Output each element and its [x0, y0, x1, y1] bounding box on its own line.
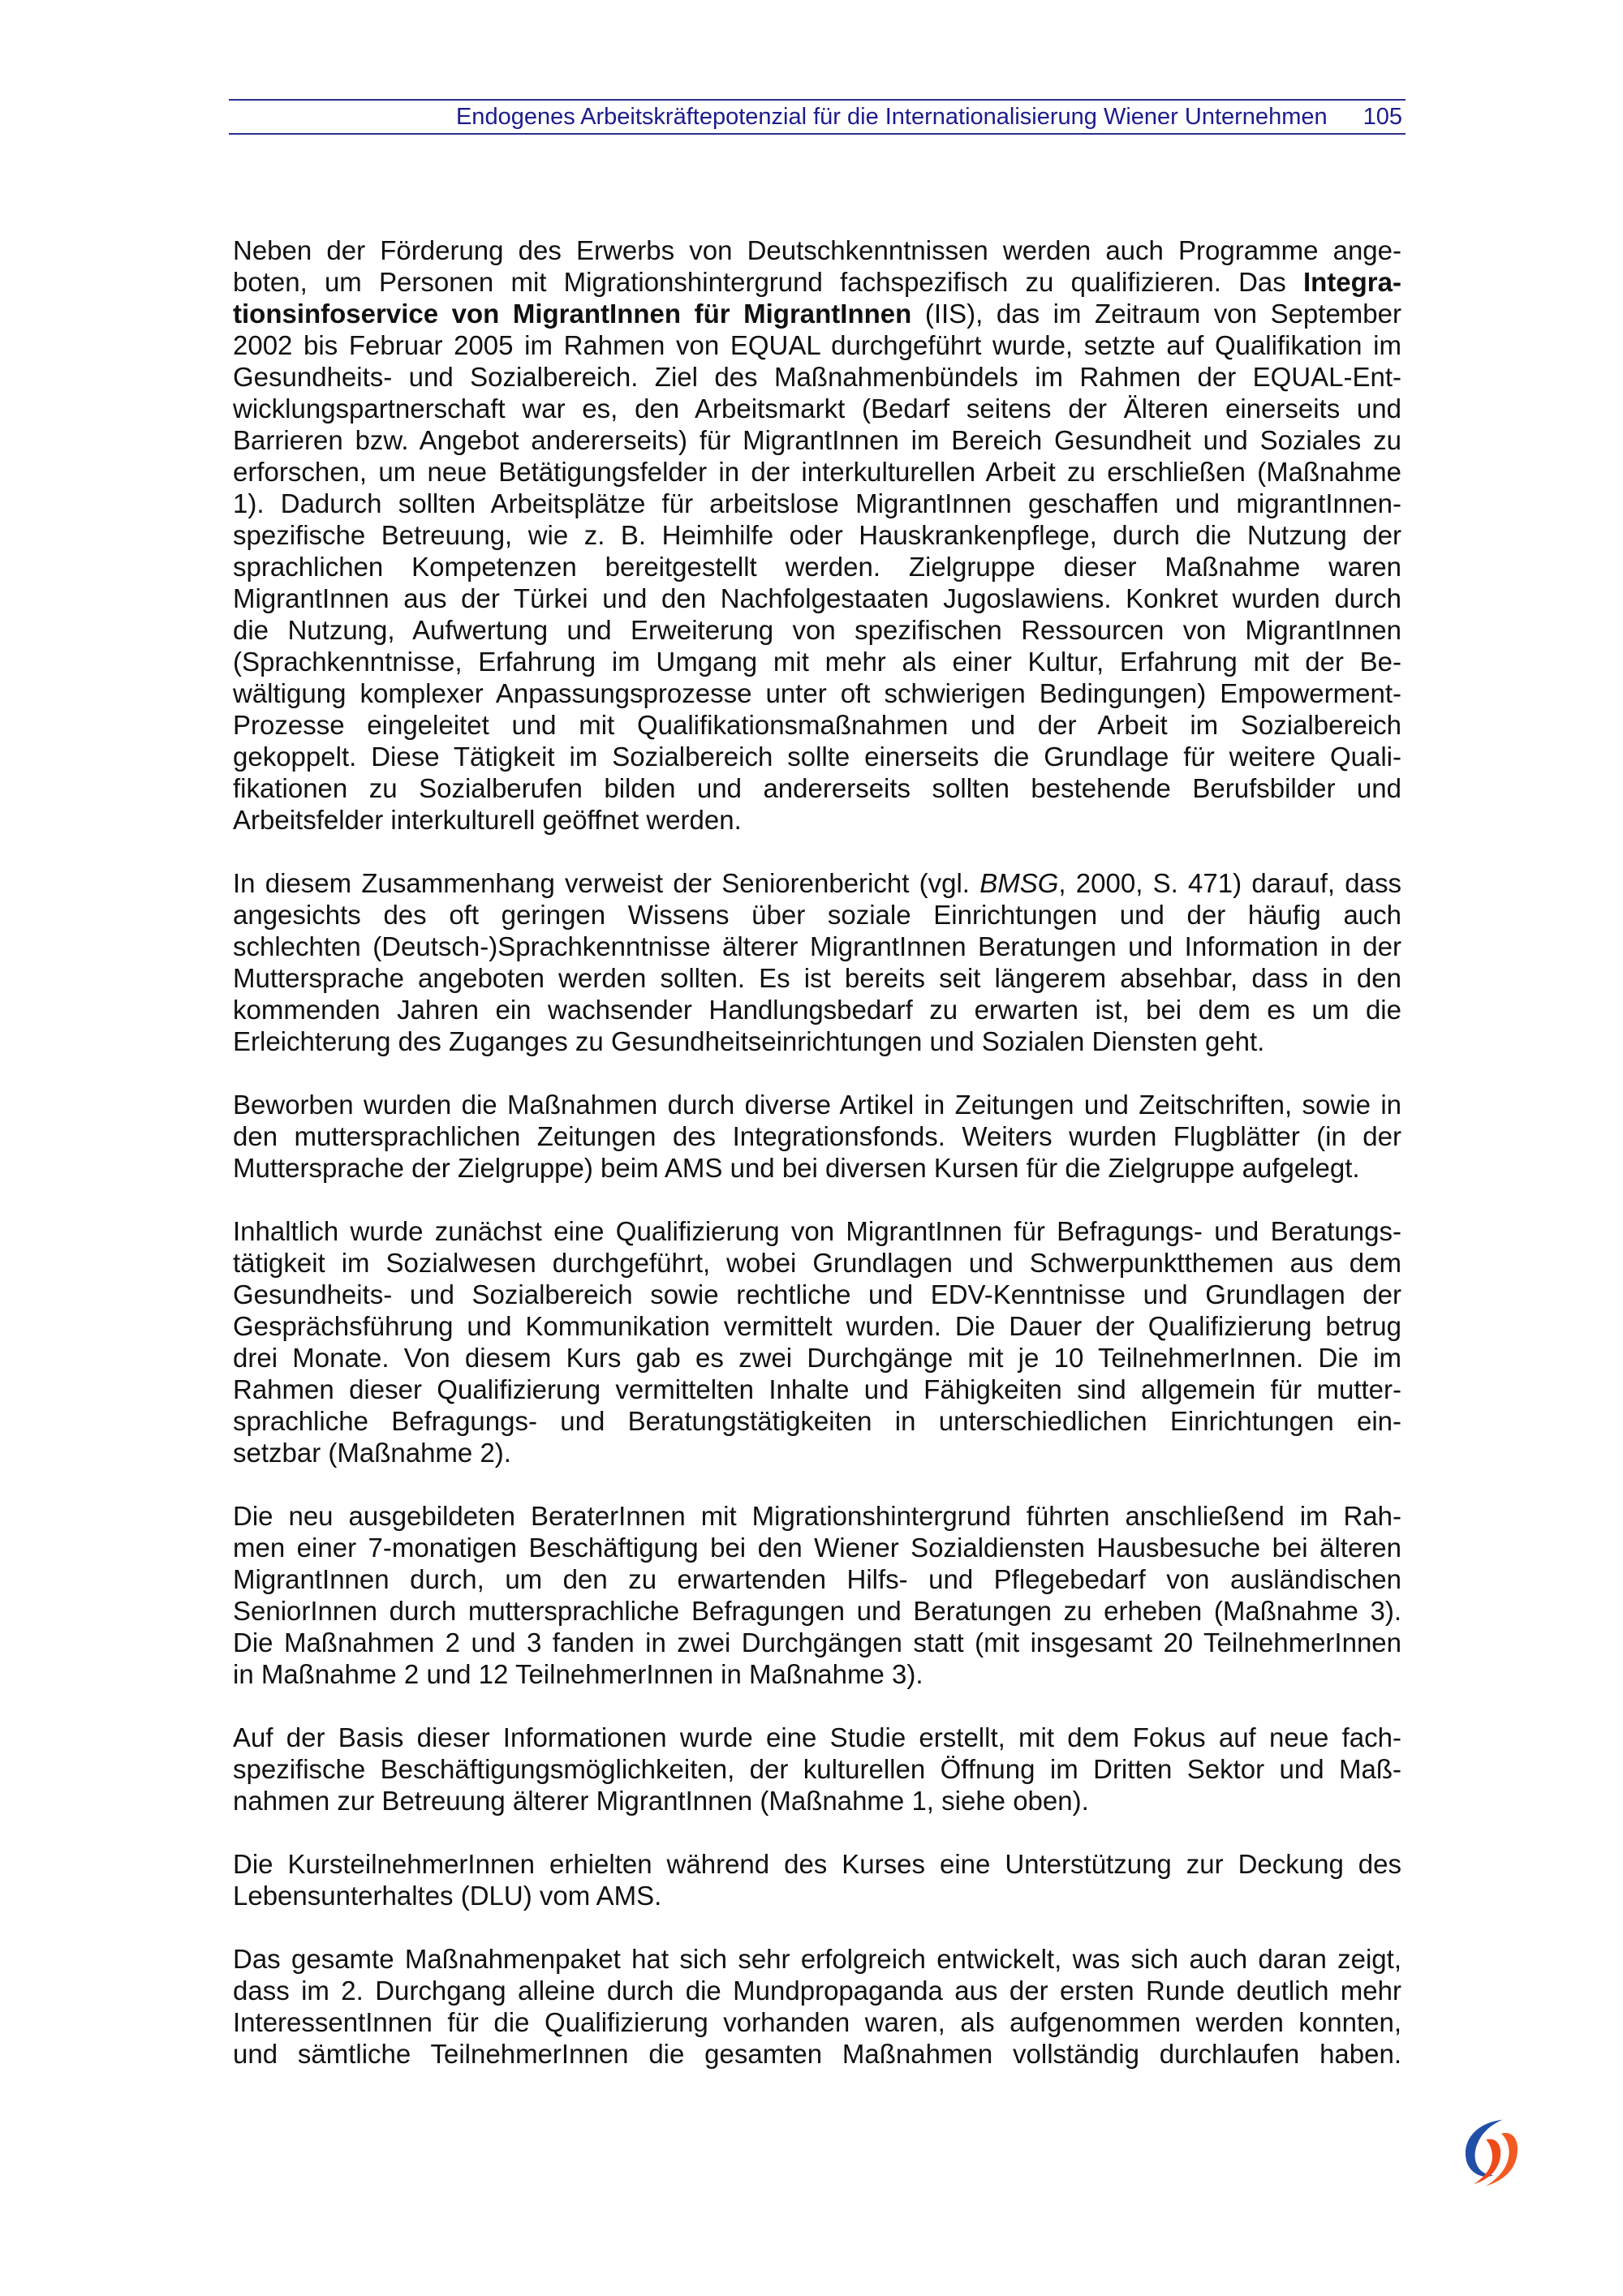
text-segment: (IIS), das im Zeitraum von September — [911, 299, 1401, 329]
text-line: spezifische Betreuung, wie z. B. Heimhilfe oder Hauskrankenpflege, durch die Nutzung der — [233, 520, 1401, 550]
text-line: Muttersprache der Zielgruppe) beim AMS und bei diversen Kursen für die Zielgruppe aufgelegt. — [233, 1153, 1360, 1183]
text-line: wicklungspartnerschaft war es, den Arbeitsmarkt (Bedarf seitens der Älteren einerseits und — [233, 393, 1401, 424]
text-line: dass im 2. Durchgang alleine durch die Mundpropaganda aus der ersten Runde deutlich mehr — [233, 1976, 1401, 2006]
paragraph — [233, 1500, 1401, 1690]
text-line: (Sprachkenntnisse, Erfahrung im Umgang mit mehr als einer Kultur, Erfahrung mit der Be- — [233, 647, 1401, 677]
page-number: 105 — [1363, 104, 1402, 130]
text-line: setzbar (Maßnahme 2). — [233, 1438, 511, 1468]
text-line: wältigung komplexer Anpassungsprozesse unter oft schwierigen Bedingungen) Empowerment- — [233, 678, 1401, 708]
text-line: Barrieren bzw. Angebot andererseits) für MigrantInnen im Bereich Gesundheit und Soziales zu — [233, 425, 1401, 455]
paragraph — [233, 1089, 1401, 1184]
text-line: InteressentInnen für die Qualifizierung vorhanden waren, als aufgenommen werden konnten, — [233, 2007, 1401, 2037]
text-line — [233, 867, 1401, 899]
paragraph — [233, 1943, 1401, 2070]
text-line: Rahmen dieser Qualifizierung vermittelten Inhalte und Fähigkeiten sind allgemein für mutter- — [233, 1374, 1401, 1404]
paragraph — [233, 234, 1401, 836]
text-line: Das gesamte Maßnahmenpaket hat sich sehr erfolgreich entwickelt, was sich auch daran zeigt, — [233, 1944, 1401, 1974]
text-line: Erleichterung des Zuganges zu Gesundheitseinrichtungen und Sozialen Diensten geht. — [233, 1026, 1265, 1056]
paragraph — [233, 867, 1401, 1057]
text-line: sprachlichen Kompetenzen bereitgestellt werden. Zielgruppe dieser Maßnahme waren — [233, 552, 1401, 582]
paragraph — [233, 1848, 1401, 1911]
text-line: 2002 bis Februar 2005 im Rahmen von EQUAL durchgeführt wurde, setzte auf Qualifikation im — [233, 330, 1401, 360]
text-line: kommenden Jahren ein wachsender Handlungsbedarf zu erwarten ist, bei dem es um die — [233, 995, 1401, 1025]
text-line: gekoppelt. Diese Tätigkeit im Sozialbereich sollte einerseits die Grundlage für weitere Quali- — [233, 742, 1401, 772]
bold-text: tionsinfoservice von MigrantInnen für MigrantInnen — [233, 299, 912, 329]
header-title: Endogenes Arbeitskräftepotenzial für die Internationalisierung Wiener Unternehmen — [455, 104, 1328, 130]
text-line: die Nutzung, Aufwertung und Erweiterung von spezifischen Ressourcen von MigrantInnen — [233, 615, 1401, 645]
text-line: Die KursteilnehmerInnen erhielten während des Kurses eine Unterstützung zur Deckung des — [233, 1849, 1401, 1879]
text-line: Muttersprache angeboten werden sollten. Es ist bereits seit längerem absehbar, dass in den — [233, 963, 1401, 993]
text-line: Gesprächsführung und Kommunikation vermittelt wurden. Die Dauer der Qualifizierung betrug — [233, 1311, 1401, 1341]
text-line: fikationen zu Sozialberufen bilden und andererseits sollten bestehende Berufsbilder und — [233, 773, 1401, 803]
text-segment: boten, um Personen mit Migrationshintergrund fachspezifisch zu qualifizieren. Das — [233, 267, 1303, 297]
text-line: drei Monate. Von diesem Kurs gab es zwei Durchgänge mit je 10 TeilnehmerInnen. Die im — [233, 1343, 1401, 1373]
paragraph — [233, 1722, 1401, 1817]
text-line: Die Maßnahmen 2 und 3 fanden in zwei Durchgängen statt (mit insgesamt 20 TeilnehmerInnen — [233, 1627, 1401, 1658]
text-line: Inhaltlich wurde zunächst eine Qualifizierung von MigrantInnen für Befragungs- und Beratungs- — [233, 1216, 1401, 1246]
text-line: in Maßnahme 2 und 12 TeilnehmerInnen in Maßnahme 3). — [233, 1659, 923, 1689]
text-line: sprachliche Befragungs- und Beratungstätigkeiten in unterschiedlichen Einrichtungen ein- — [233, 1406, 1401, 1436]
text-line: MigrantInnen durch, um den zu erwartenden Hilfs- und Pflegebedarf von ausländischen — [233, 1564, 1401, 1594]
text-line: tätigkeit im Sozialwesen durchgeführt, wobei Grundlagen und Schwerpunktthemen aus dem — [233, 1248, 1401, 1278]
text-line: Lebensunterhaltes (DLU) vom AMS. — [233, 1881, 662, 1911]
paragraph — [233, 1215, 1401, 1468]
publisher-logo-icon — [1457, 2113, 1534, 2191]
text-line: und sämtliche TeilnehmerInnen die gesamten Maßnahmen vollständig durchlaufen haben. — [233, 2039, 1401, 2069]
header-rule-top — [229, 99, 1406, 101]
text-line — [233, 266, 1401, 298]
text-line: Neben der Förderung des Erwerbs von Deutschkenntnissen werden auch Programme ange- — [233, 235, 1401, 265]
text-line: Die neu ausgebildeten BeraterInnen mit Migrationshintergrund führten anschließend im Rah- — [233, 1501, 1401, 1531]
text-segment: In diesem Zusammenhang verweist der Seniorenbericht (vgl. — [233, 868, 980, 898]
text-line: MigrantInnen aus der Türkei und den Nachfolgestaaten Jugoslawiens. Konkret wurden durch — [233, 583, 1401, 613]
running-header — [229, 102, 1406, 131]
body-text — [233, 234, 1401, 2101]
text-segment: , 2000, S. 471) darauf, dass — [1058, 868, 1401, 898]
text-line: schlechten (Deutsch-)Sprachkenntnisse älterer MigrantInnen Beratungen und Information in der — [233, 931, 1401, 961]
text-line: Prozesse eingeleitet und mit Qualifikationsmaßnahmen und der Arbeit im Sozialbereich — [233, 710, 1401, 740]
text-line: Arbeitsfelder interkulturell geöffnet werden. — [233, 805, 742, 835]
text-line: erforschen, um neue Betätigungsfelder in der interkulturellen Arbeit zu erschließen (Maßnahme — [233, 457, 1401, 487]
text-line: Auf der Basis dieser Informationen wurde eine Studie erstellt, mit dem Fokus auf neue fach- — [233, 1722, 1401, 1752]
text-line: men einer 7-monatigen Beschäftigung bei den Wiener Sozialdiensten Hausbesuche bei älteren — [233, 1533, 1401, 1563]
text-line: angesichts des oft geringen Wissens über soziale Einrichtungen und der häufig auch — [233, 900, 1401, 930]
text-line: Gesundheits- und Sozialbereich. Ziel des Maßnahmenbündels im Rahmen der EQUAL-Ent- — [233, 362, 1401, 392]
text-line: den muttersprachlichen Zeitungen des Integrationsfonds. Weiters wurden Flugblätter (in der — [233, 1121, 1401, 1151]
text-line: spezifische Beschäftigungsmöglichkeiten, der kulturellen Öffnung im Dritten Sektor und Maß- — [233, 1754, 1401, 1784]
text-line: nahmen zur Betreuung älterer MigrantInnen (Maßnahme 1, siehe oben). — [233, 1786, 1089, 1816]
text-line: Beworben wurden die Maßnahmen durch diverse Artikel in Zeitungen und Zeitschriften, sowie in — [233, 1090, 1401, 1120]
italic-text: BMSG — [979, 868, 1059, 898]
text-line — [233, 298, 1401, 329]
bold-text: Integra- — [1302, 267, 1401, 297]
header-rule-bottom — [229, 133, 1406, 135]
text-line: SeniorInnen durch muttersprachliche Befragungen und Beratungen zu erheben (Maßnahme 3). — [233, 1596, 1401, 1626]
text-line: Gesundheits- und Sozialbereich sowie rechtliche und EDV-Kenntnisse und Grundlagen der — [233, 1279, 1401, 1309]
text-line: 1). Dadurch sollten Arbeitsplätze für arbeitslose MigrantInnen geschaffen und migrantInnen- — [233, 488, 1401, 518]
